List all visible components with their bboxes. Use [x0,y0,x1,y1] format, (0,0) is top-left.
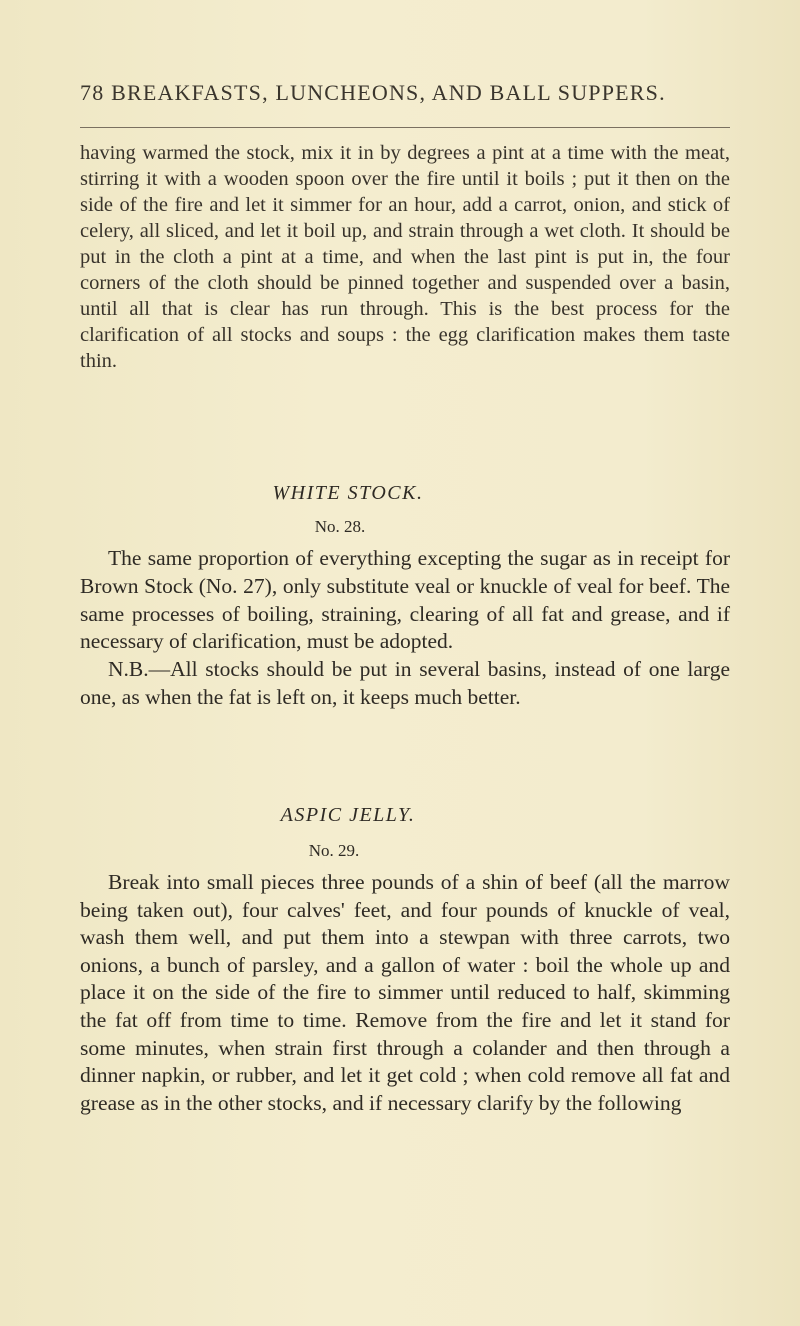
recipe-number-aspic-jelly: No. 29. [308,841,360,860]
recipe-number-white-stock: No. 28. [314,517,366,536]
aspic-jelly-body [80,869,730,1117]
white-stock-body [80,545,730,712]
white-stock-paragraph: The same proportion of everything excepting the sugar as in receipt for Brown Stock (No. 27), only substitute veal or knuckle of veal for beef. The same processes of boiling, straining, clearing of all fat and grease, and if necessary of clarification, must be adopted. [80,546,730,654]
aspic-jelly-paragraph: Break into small pieces three pounds of a shin of beef (all the marrow being taken out), four calves' feet, and four pounds of knuckle of veal, wash them well, and put them into a stewpan with three carrots, two onions, a bunch of parsley, and a gallon of water : boil the whole up and place it on the side of the fire to simmer until reduced to half, skimming the fat off from time to time. Remove from the fire and let it stand for some minutes, when strain first through a colander and then through a dinner napkin, or rubber, and let it get cold ; when cold remove all fat and grease as in the other stocks, and if necessary clarify by the following [80,870,730,1115]
header-rule [80,127,730,128]
recipe-title-white-stock: WHITE STOCK. [272,482,424,504]
white-stock-note: N.B.—All stocks should be put in several basins, instead of one large one, as when the fat is left on, it keeps much better. [80,657,730,709]
continuation-paragraph: having warmed the stock, mix it in by degrees a pint at a time with the meat, stirring it with a wooden spoon over the fire until it boils ; put it then on the side of the fire and let it simmer for an hour, add a carrot, onion, and stick of celery, all sliced, and let it boil up, and strain through a wet cloth. It should be put in the cloth a pint at a time, and when the last pint is put in, the four corners of the cloth should be pinned together and suspended over a basin, until all that is clear has run through. This is the best process for the clarification of all stocks and soups : the egg clarification makes them taste thin. [80,142,730,372]
recipe-title-aspic-jelly: ASPIC JELLY. [280,804,416,826]
running-title: BREAKFASTS, LUNCHEONS, AND BALL SUPPERS. [111,80,666,105]
running-header [80,80,666,106]
page-number: 78 [80,80,105,105]
